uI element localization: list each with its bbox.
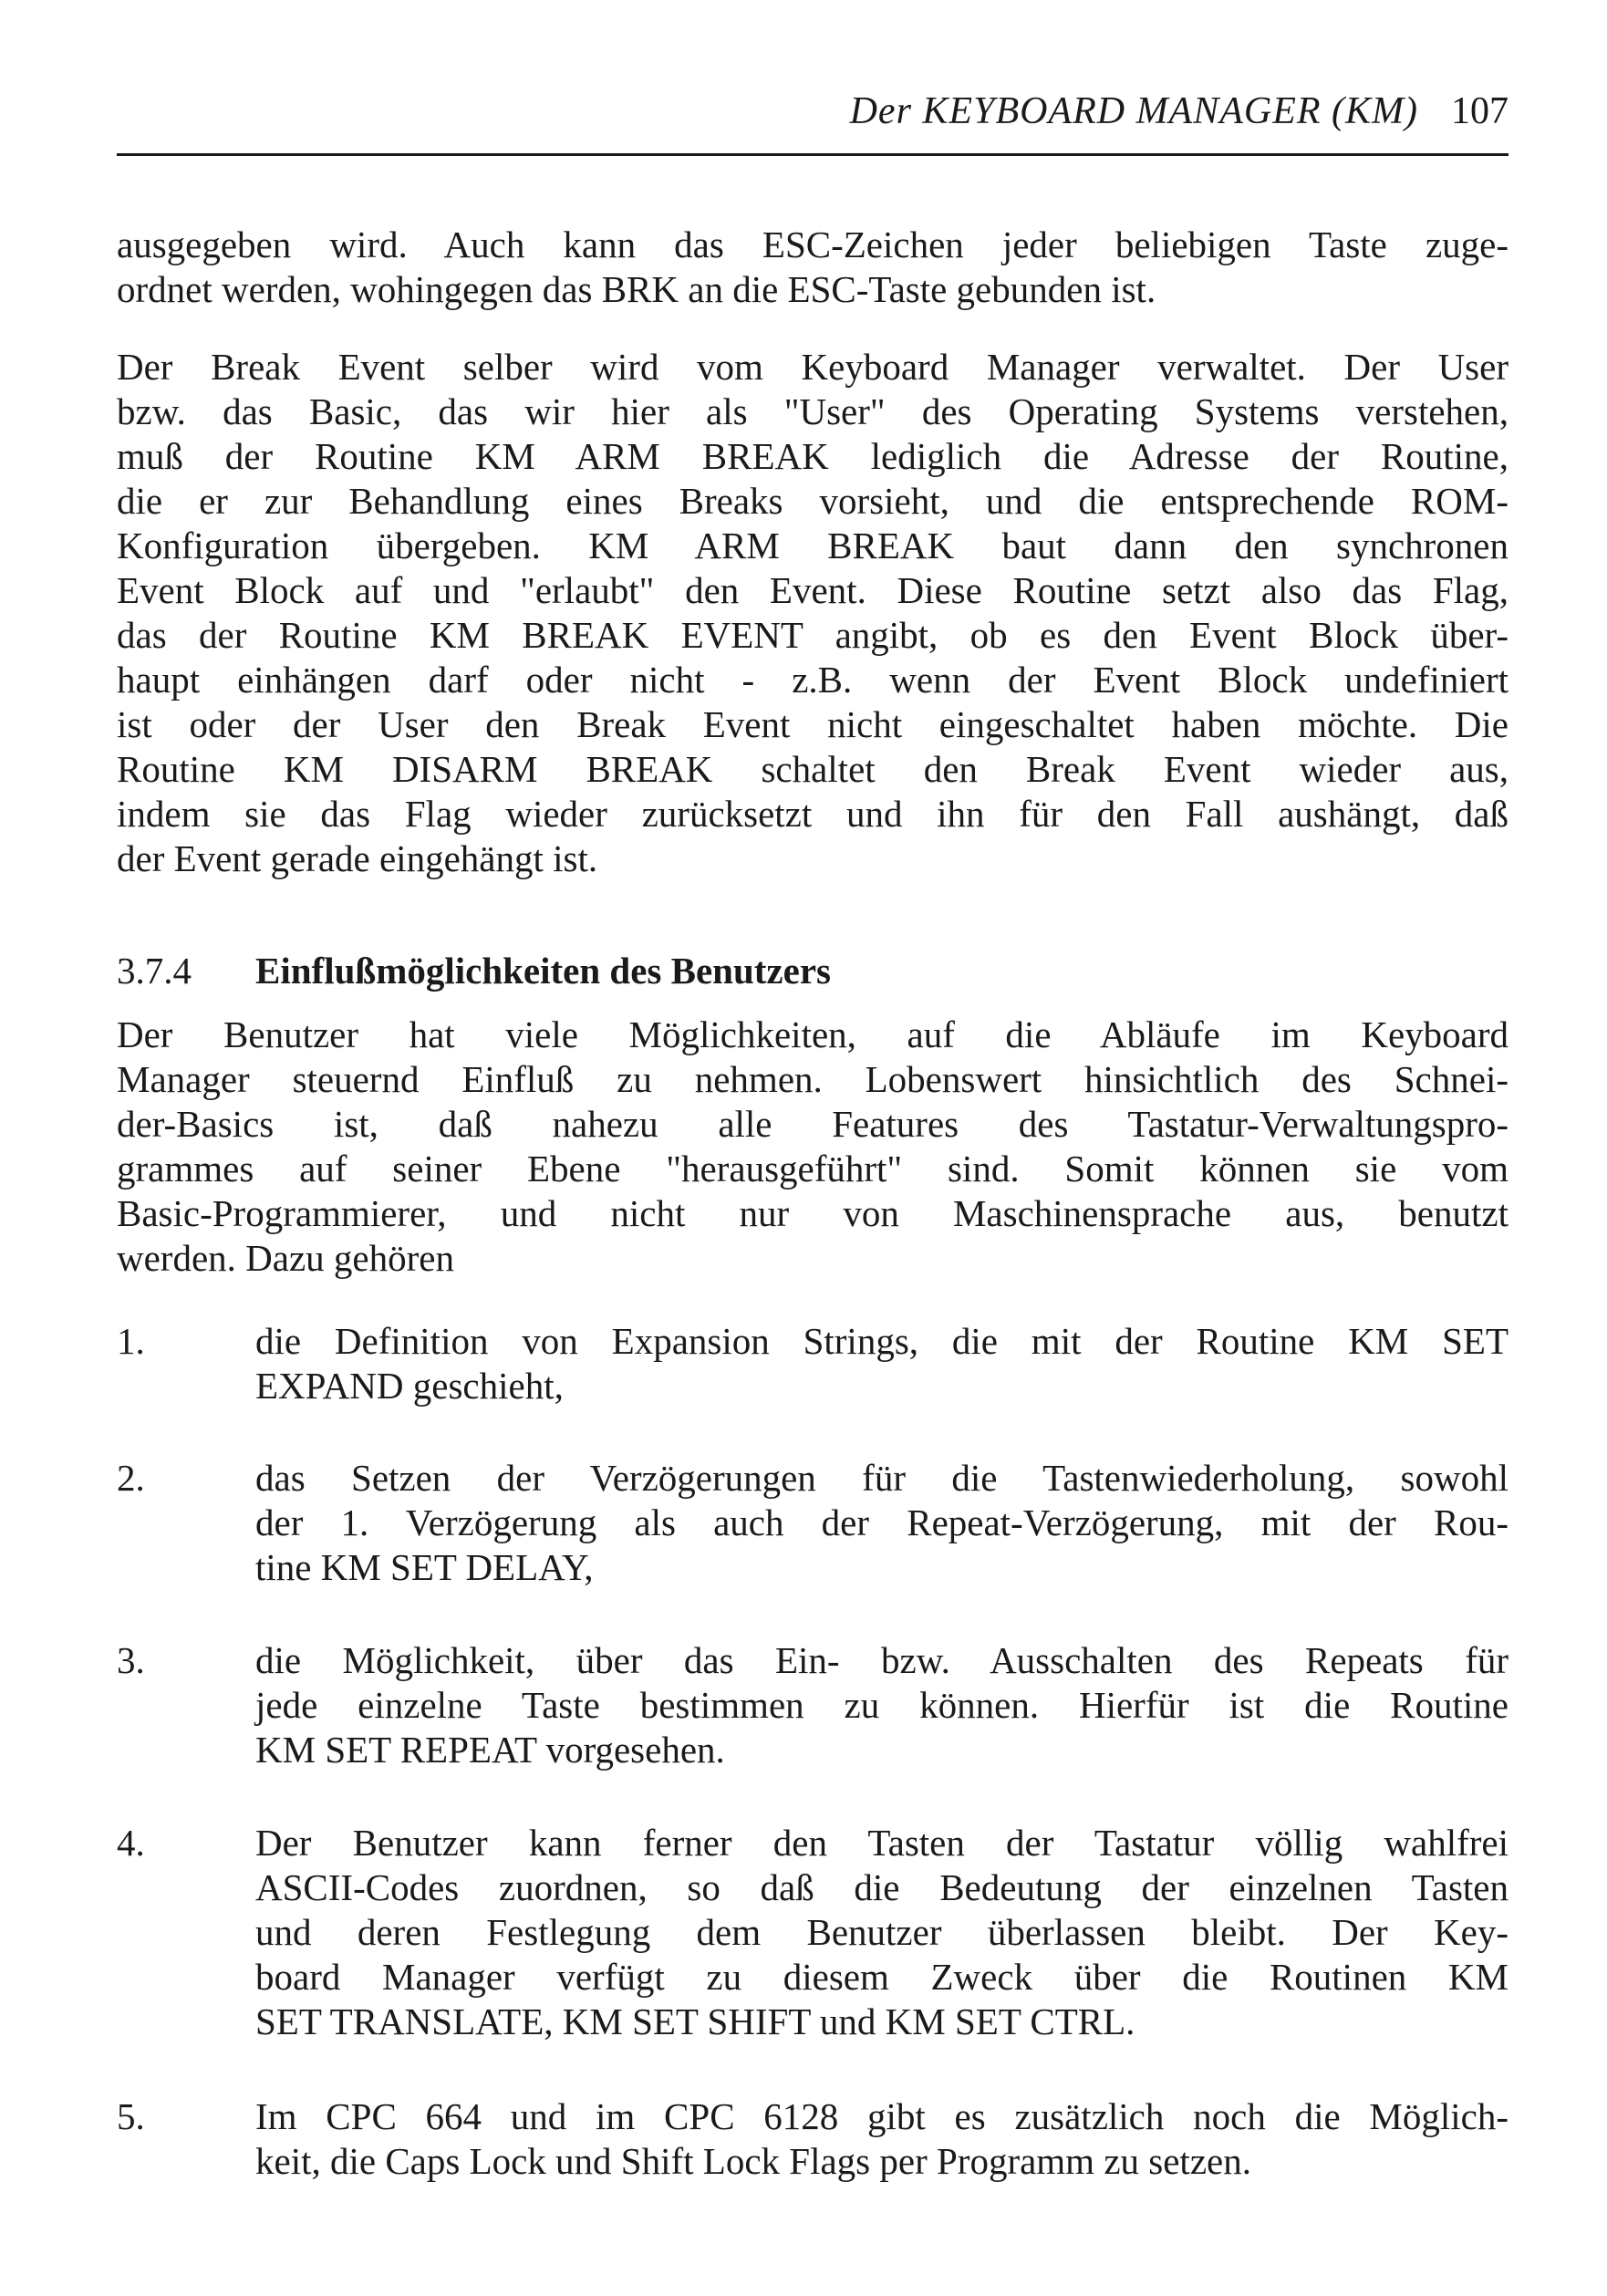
- text-line: ist oder der User den Break Event nicht eingeschaltet haben möchte. Die: [117, 703, 1509, 745]
- text-line: keit, die Caps Lock und Shift Lock Flags per Programm zu setzen.: [255, 2140, 1251, 2182]
- text-line: jede einzelne Taste bestimmen zu können. Hierfür ist die Routine: [255, 1684, 1509, 1726]
- text-line: Konfiguration übergeben. KM ARM BREAK baut dann den synchronen: [117, 525, 1509, 566]
- text-line: KM SET REPEAT vorgesehen.: [255, 1729, 725, 1771]
- text-line: Event Block auf und "erlaubt" den Event. Diese Routine setzt also das Flag,: [117, 569, 1509, 611]
- page-number: 107: [1451, 90, 1509, 132]
- list-text: [255, 1319, 1509, 1408]
- text-line: das der Routine KM BREAK EVENT angibt, ob es den Event Block über-: [117, 614, 1509, 656]
- text-line: grammes auf seiner Ebene "herausgeführt" sind. Somit können sie vom: [117, 1148, 1509, 1190]
- text-line: die er zur Behandlung eines Breaks vorsieht, und die entsprechende ROM-: [117, 480, 1509, 522]
- text-line: bzw. das Basic, das wir hier als "User" des Operating Systems verstehen,: [117, 390, 1509, 432]
- running-title: Der KEYBOARD MANAGER (KM): [849, 90, 1418, 132]
- text-line: Manager steuernd Einfluß zu nehmen. Lobenswert hinsichtlich des Schnei-: [117, 1058, 1509, 1100]
- section-heading: [117, 949, 1509, 992]
- list-number: 4.: [117, 1822, 145, 1864]
- header-rule: [117, 153, 1509, 156]
- paragraph-3: [117, 1013, 1509, 1281]
- text-line: Basic-Programmierer, und nicht nur von Maschinensprache aus, benutzt: [117, 1192, 1509, 1234]
- text-line: die Definition von Expansion Strings, die mit der Routine KM SET: [255, 1320, 1509, 1362]
- text-line: das Setzen der Verzögerungen für die Tastenwiederholung, sowohl: [255, 1457, 1509, 1499]
- running-header: [117, 89, 1509, 144]
- text-line: haupt einhängen darf oder nicht - z.B. wenn der Event Block undefiniert: [117, 659, 1509, 701]
- list-number: 1.: [117, 1320, 145, 1362]
- text-line: ordnet werden, wohingegen das BRK an die ESC-Taste gebunden ist.: [117, 268, 1156, 310]
- text-line: SET TRANSLATE, KM SET SHIFT und KM SET CTRL.: [255, 2000, 1135, 2042]
- paragraph-1: [117, 223, 1509, 312]
- text-line: muß der Routine KM ARM BREAK lediglich die Adresse der Routine,: [117, 435, 1509, 477]
- section-title: Einflußmöglichkeiten des Benutzers: [255, 950, 831, 992]
- list-text: [255, 2094, 1509, 2184]
- text-line: Routine KM DISARM BREAK schaltet den Break Event wieder aus,: [117, 748, 1509, 790]
- text-line: Der Benutzer hat viele Möglichkeiten, auf die Abläufe im Keyboard: [117, 1013, 1509, 1055]
- list-number: 2.: [117, 1457, 145, 1499]
- text-line: der-Basics ist, daß nahezu alle Features des Tastatur-Verwaltungspro-: [117, 1103, 1509, 1145]
- text-line: der Event gerade eingehängt ist.: [117, 837, 598, 879]
- list-text: [255, 1456, 1509, 1590]
- text-line: ASCII-Codes zuordnen, so daß die Bedeutung der einzelnen Tasten: [255, 1866, 1509, 1908]
- text-line: tine KM SET DELAY,: [255, 1546, 594, 1588]
- list-number: 3.: [117, 1639, 145, 1681]
- text-line: ausgegeben wird. Auch kann das ESC-Zeichen jeder beliebigen Taste zuge-: [117, 223, 1509, 265]
- list-text: [255, 1638, 1509, 1772]
- text-line: werden. Dazu gehören: [117, 1237, 454, 1279]
- text-line: Der Break Event selber wird vom Keyboard Manager verwaltet. Der User: [117, 346, 1509, 388]
- text-line: board Manager verfügt zu diesem Zweck über die Routinen KM: [255, 1956, 1509, 1998]
- text-line: die Möglichkeit, über das Ein- bzw. Ausschalten des Repeats für: [255, 1639, 1509, 1681]
- text-line: Der Benutzer kann ferner den Tasten der Tastatur völlig wahlfrei: [255, 1822, 1509, 1864]
- section-number: 3.7.4: [117, 950, 192, 992]
- text-line: EXPAND geschieht,: [255, 1365, 564, 1407]
- text-line: der 1. Verzögerung als auch der Repeat-Verzögerung, mit der Rou-: [255, 1501, 1509, 1543]
- text-line: Im CPC 664 und im CPC 6128 gibt es zusätzlich noch die Möglich-: [255, 2095, 1509, 2137]
- paragraph-2: [117, 345, 1509, 881]
- list-number: 5.: [117, 2095, 145, 2137]
- text-line: und deren Festlegung dem Benutzer überlassen bleibt. Der Key-: [255, 1911, 1509, 1953]
- list-text: [255, 1821, 1509, 2044]
- text-line: indem sie das Flag wieder zurücksetzt und ihn für den Fall aushängt, daß: [117, 793, 1509, 835]
